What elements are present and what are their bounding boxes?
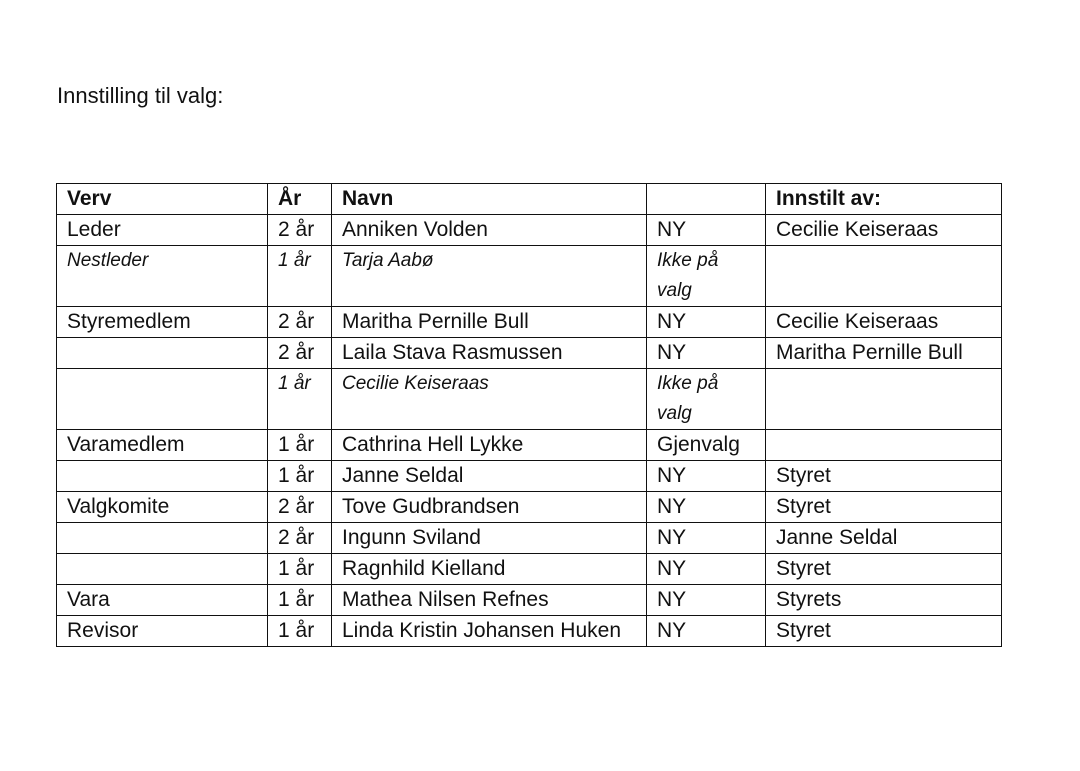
cell-verv: Nestleder	[57, 246, 268, 307]
cell-status: NY	[647, 523, 766, 554]
cell-navn: Ragnhild Kielland	[332, 554, 647, 585]
cell-ar: 2 år	[268, 338, 332, 369]
header-ar: År	[268, 184, 332, 215]
table-row	[57, 461, 1002, 492]
table-row	[57, 616, 1002, 647]
cell-innstilt	[766, 430, 1002, 461]
cell-status: NY	[647, 585, 766, 616]
cell-ar: 1 år	[268, 246, 332, 307]
cell-innstilt: Janne Seldal	[766, 523, 1002, 554]
cell-innstilt	[766, 246, 1002, 307]
election-table	[56, 183, 1002, 647]
cell-verv: Varamedlem	[57, 430, 268, 461]
cell-verv: Styremedlem	[57, 307, 268, 338]
cell-verv	[57, 461, 268, 492]
cell-status: NY	[647, 616, 766, 647]
cell-ar: 1 år	[268, 461, 332, 492]
cell-status: Ikke på valg	[647, 369, 766, 430]
cell-innstilt: Styret	[766, 492, 1002, 523]
cell-innstilt: Cecilie Keiseraas	[766, 307, 1002, 338]
table-row	[57, 554, 1002, 585]
table-row	[57, 246, 1002, 307]
cell-innstilt: Styret	[766, 616, 1002, 647]
cell-status: NY	[647, 215, 766, 246]
cell-navn: Maritha Pernille Bull	[332, 307, 647, 338]
cell-verv	[57, 523, 268, 554]
header-navn: Navn	[332, 184, 647, 215]
cell-status: NY	[647, 461, 766, 492]
table-row	[57, 430, 1002, 461]
cell-navn: Janne Seldal	[332, 461, 647, 492]
cell-ar: 1 år	[268, 554, 332, 585]
header-innstilt: Innstilt av:	[766, 184, 1002, 215]
cell-innstilt: Styrets	[766, 585, 1002, 616]
cell-ar: 2 år	[268, 492, 332, 523]
cell-navn: Ingunn Sviland	[332, 523, 647, 554]
cell-verv: Vara	[57, 585, 268, 616]
cell-ar: 2 år	[268, 215, 332, 246]
cell-ar: 1 år	[268, 430, 332, 461]
table-row	[57, 338, 1002, 369]
cell-ar: 1 år	[268, 369, 332, 430]
header-status	[647, 184, 766, 215]
cell-innstilt: Cecilie Keiseraas	[766, 215, 1002, 246]
table-row	[57, 369, 1002, 430]
table-row	[57, 523, 1002, 554]
cell-navn: Tarja Aabø	[332, 246, 647, 307]
table-row	[57, 585, 1002, 616]
cell-verv: Leder	[57, 215, 268, 246]
cell-navn: Linda Kristin Johansen Huken	[332, 616, 647, 647]
cell-verv: Valgkomite	[57, 492, 268, 523]
cell-innstilt: Maritha Pernille Bull	[766, 338, 1002, 369]
page-title: Innstilling til valg:	[57, 83, 224, 108]
table-header-row	[57, 184, 1002, 215]
cell-navn: Laila Stava Rasmussen	[332, 338, 647, 369]
cell-innstilt: Styret	[766, 554, 1002, 585]
cell-verv	[57, 338, 268, 369]
cell-navn: Tove Gudbrandsen	[332, 492, 647, 523]
cell-status: Gjenvalg	[647, 430, 766, 461]
cell-navn: Cecilie Keiseraas	[332, 369, 647, 430]
cell-status: NY	[647, 554, 766, 585]
cell-innstilt: Styret	[766, 461, 1002, 492]
cell-status: Ikke på valg	[647, 246, 766, 307]
cell-ar: 2 år	[268, 523, 332, 554]
cell-innstilt	[766, 369, 1002, 430]
cell-verv	[57, 554, 268, 585]
cell-navn: Cathrina Hell Lykke	[332, 430, 647, 461]
cell-navn: Anniken Volden	[332, 215, 647, 246]
table-row	[57, 307, 1002, 338]
cell-navn: Mathea Nilsen Refnes	[332, 585, 647, 616]
cell-ar: 1 år	[268, 616, 332, 647]
table-row	[57, 492, 1002, 523]
cell-status: NY	[647, 492, 766, 523]
cell-ar: 2 år	[268, 307, 332, 338]
cell-verv	[57, 369, 268, 430]
cell-verv: Revisor	[57, 616, 268, 647]
header-verv: Verv	[57, 184, 268, 215]
cell-status: NY	[647, 338, 766, 369]
cell-status: NY	[647, 307, 766, 338]
cell-ar: 1 år	[268, 585, 332, 616]
table-row	[57, 215, 1002, 246]
